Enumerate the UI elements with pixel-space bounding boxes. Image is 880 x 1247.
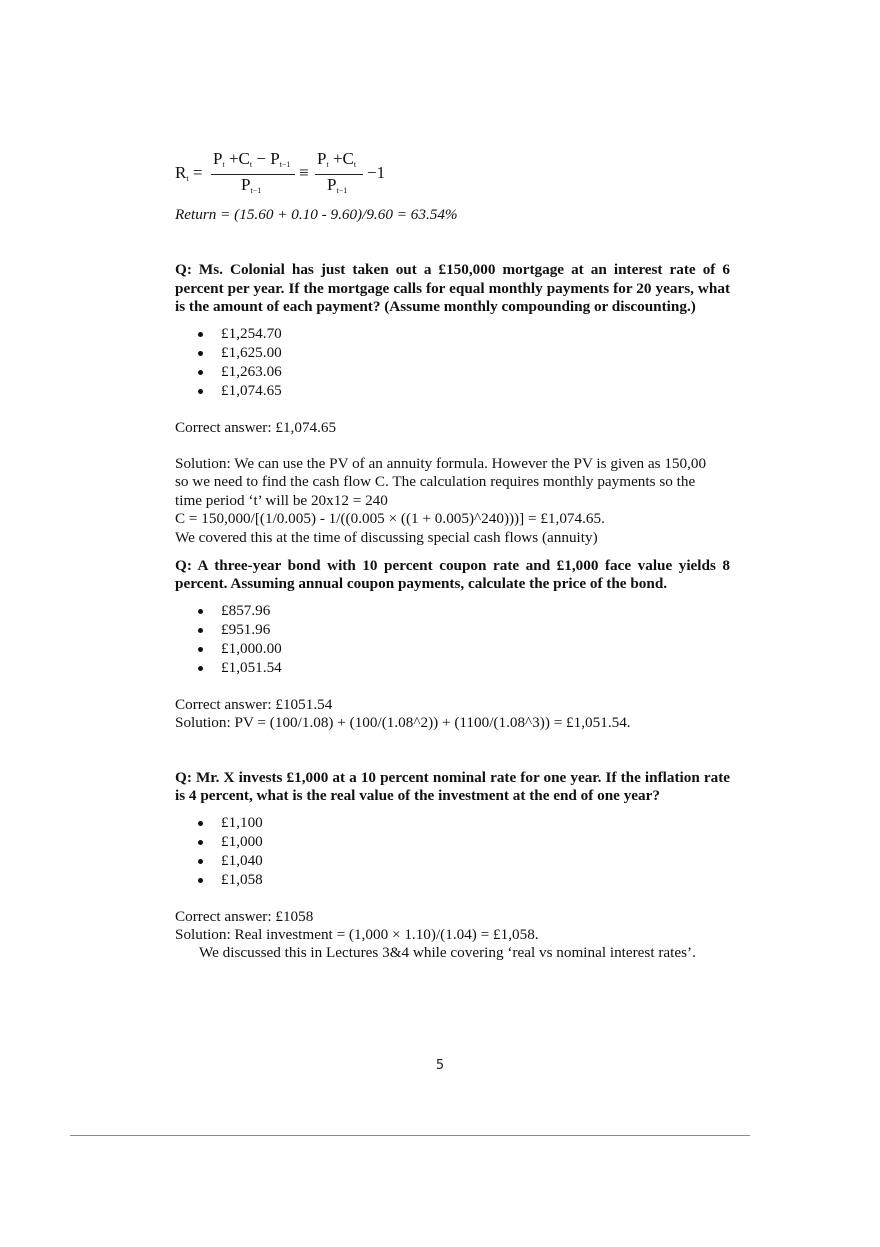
question-1-correct-answer: Correct answer: £1,074.65 [175, 418, 337, 436]
option-item: £1,625.00 [175, 344, 730, 363]
footer-divider [70, 1135, 750, 1136]
return-calculation: Return = (15.60 + 0.10 - 9.60)/9.60 = 63.54% [175, 206, 458, 223]
solution-line: time period ‘t’ will be 20x12 = 240 [175, 491, 388, 509]
question-3-correct-answer: Correct answer: £1058 [175, 907, 314, 925]
formula-numerator-1: Pt +Ct − Pt−1 [213, 149, 291, 169]
option-item: £1,263.06 [175, 363, 730, 382]
formula-denominator-1: Pt−1 [241, 175, 262, 195]
question-1-solution [175, 455, 730, 547]
formula-denominator-2: Pt−1 [327, 175, 348, 195]
page-number: 5 [435, 1058, 445, 1073]
option-item: £1,100 [175, 814, 730, 833]
page-content [175, 150, 730, 963]
option-item: £857.96 [175, 602, 730, 621]
fraction-bar-2 [315, 174, 363, 175]
option-item: £951.96 [175, 621, 730, 640]
option-item: £1,051.54 [175, 659, 730, 678]
question-2-options [175, 602, 730, 678]
question-3-solution: Solution: Real investment = (1,000 × 1.10)/(1.04) = £1,058. [175, 925, 539, 943]
option-item: £1,074.65 [175, 382, 730, 401]
solution-line: C = 150,000/[(1/0.005) - 1/((0.005 × ((1 + 0.005)^240)))] = £1,074.65. [175, 510, 605, 528]
question-1: Q: Ms. Colonial has just taken out a £150,000 mortgage at an interest rate of 6 percent per year. If the mortgage calls for equal monthly payments for 20 years, what is the amount of each payment? (Assume monthly compounding or discounting.) [175, 261, 730, 316]
option-item: £1,000.00 [175, 640, 730, 659]
question-1-options [175, 325, 730, 401]
solution-line: Solution: We can use the PV of an annuity formula. However the PV is given as 150,00 [175, 455, 707, 473]
fraction-bar-1 [211, 174, 295, 175]
solution-line: We covered this at the time of discussing special cash flows (annuity) [175, 528, 598, 546]
question-2-solution: Solution: PV = (100/1.08) + (100/(1.08^2)) + (1100/(1.08^3)) = £1,051.54. [175, 714, 631, 732]
option-item: £1,254.70 [175, 325, 730, 344]
formula-tail: −1 [367, 163, 386, 182]
option-item: £1,000 [175, 833, 730, 852]
question-2-correct-answer: Correct answer: £1051.54 [175, 695, 333, 713]
option-item: £1,040 [175, 852, 730, 871]
question-2: Q: A three-year bond with 10 percent coupon rate and £1,000 face value yields 8 percent. Assuming annual coupon payments, calculate the price of the bond. [175, 557, 730, 593]
formula-numerator-2: Pt +Ct [317, 149, 357, 169]
solution-line: so we need to find the cash flow C. The calculation requires monthly payments so the [175, 473, 696, 491]
question-3-note: We discussed this in Lectures 3&4 while covering ‘real vs nominal interest rates’. [199, 944, 696, 962]
question-3-options [175, 814, 730, 890]
option-item: £1,058 [175, 871, 730, 890]
formula-equiv: ≡ [299, 163, 309, 182]
formula-lhs: Rt = [175, 163, 203, 183]
return-formula [175, 150, 730, 200]
question-3: Q: Mr. X invests £1,000 at a 10 percent nominal rate for one year. If the inflation rate is 4 percent, what is the real value of the investment at the end of one year? [175, 768, 730, 805]
